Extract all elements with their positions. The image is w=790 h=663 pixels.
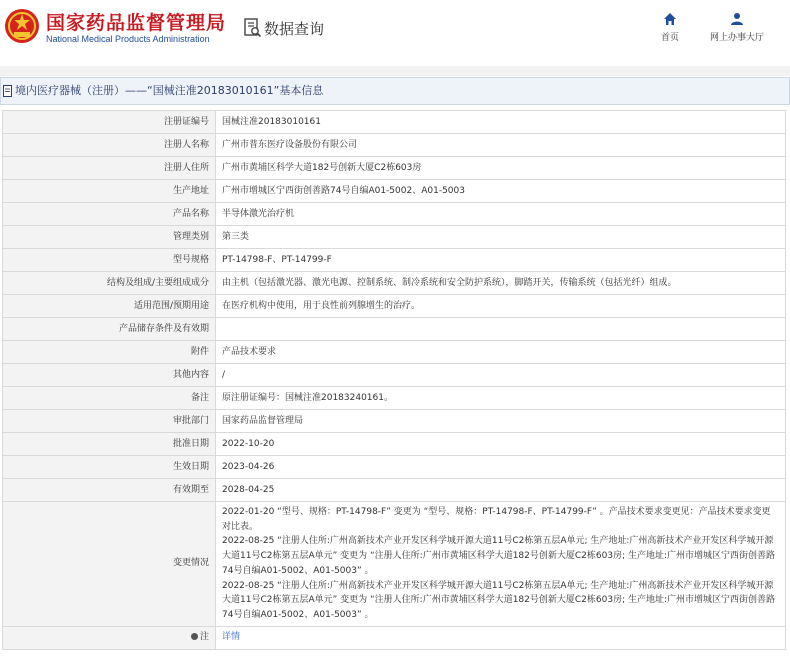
field-value: 广州市增城区宁西街创善路74号自编A01-5002、A01-5003 <box>216 180 786 203</box>
field-label: 结构及组成/主要组成成分 <box>3 272 216 295</box>
field-label: 注册证编号 <box>3 111 216 134</box>
nav-home-label: 首页 <box>660 33 679 43</box>
field-value: 由主机（包括激光器、激光电源、控制系统、制冷系统和安全防护系统），脚踏开关，传输系统（包括光纤）组成。 <box>216 272 786 295</box>
field-label: 产品储存条件及有效期 <box>3 318 216 341</box>
change-entry: 2022-08-25 “注册人住所:广州高新技术产业开发区科学城开源大道11号C2栋第五层A单元; 生产地址:广州高新技术产业开发区科学城开源大道11号C2栋第五层A单元” 变更为 “注册人住所:广州市黄埔区科学大道182号创新大厦C2栋603房; 生产地址:广州市增城区宁西街创善路74号自编A01-5002、A01-5003” 。 <box>222 536 775 576</box>
field-label: 适用范围/预期用途 <box>3 295 216 318</box>
details-link[interactable]: 详情 <box>222 632 241 643</box>
field-label: 生效日期 <box>3 456 216 479</box>
home-icon <box>663 12 677 26</box>
field-label: 管理类别 <box>3 226 216 249</box>
note-label-cell <box>3 626 216 649</box>
note-label: 注 <box>199 632 209 643</box>
document-icon <box>3 85 13 97</box>
table-row <box>3 341 786 364</box>
field-value: 第三类 <box>216 226 786 249</box>
field-value: / <box>216 364 786 387</box>
table-row <box>3 272 786 295</box>
field-label: 其他内容 <box>3 364 216 387</box>
field-label: 型号规格 <box>3 249 216 272</box>
user-icon <box>730 12 744 26</box>
note-value <box>216 626 786 649</box>
table-row <box>3 111 786 134</box>
table-row <box>3 157 786 180</box>
field-value: 国家药品监督管理局 <box>216 410 786 433</box>
table-row <box>3 226 786 249</box>
table-row <box>3 134 786 157</box>
field-label: 产品名称 <box>3 203 216 226</box>
table-row <box>3 203 786 226</box>
nav-online-service-hall[interactable] <box>702 12 772 43</box>
field-value: 广州市普东医疗设备股份有限公司 <box>216 134 786 157</box>
field-label: 批准日期 <box>3 433 216 456</box>
field-value: 2023-04-26 <box>216 456 786 479</box>
field-value: PT-14798-F、PT-14799-F <box>216 249 786 272</box>
header-divider <box>0 66 790 76</box>
field-label: 附件 <box>3 341 216 364</box>
table-row <box>3 249 786 272</box>
field-value: 半导体激光治疗机 <box>216 203 786 226</box>
pin-icon <box>191 633 198 640</box>
table-row <box>3 433 786 456</box>
table-row <box>3 295 786 318</box>
field-label: 生产地址 <box>3 180 216 203</box>
table-row <box>3 364 786 387</box>
table-row <box>3 387 786 410</box>
change-history-label: 变更情况 <box>3 502 216 627</box>
field-label: 审批部门 <box>3 410 216 433</box>
nav-home[interactable] <box>656 12 684 43</box>
change-history-row <box>3 502 786 627</box>
site-title-english: National Medical Products Administration <box>46 34 210 44</box>
field-label: 备注 <box>3 387 216 410</box>
change-entry: 2022-08-25 “注册人住所:广州高新技术产业开发区科学城开源大道11号C2栋第五层A单元; 生产地址:广州高新技术产业开发区科学城开源大道11号C2栋第五层A单元” 变更为 “注册人住所:广州市黄埔区科学大道182号创新大厦C2栋603房; 生产地址:广州市增城区宁西街创善路74号自编A01-5002、A01-5003” 。 <box>222 580 775 620</box>
table-row <box>3 318 786 341</box>
breadcrumb <box>0 77 790 105</box>
site-title: 国家药品监督管理局 <box>46 12 227 34</box>
field-value: 在医疗机构中使用，用于良性前列腺增生的治疗。 <box>216 295 786 318</box>
table-row <box>3 456 786 479</box>
change-entry: 2022-01-20 “型号、规格：PT-14798-F” 变更为 “型号、规格：PT-14798-F、PT-14799-F” 。产品技术要求变更见：产品技术要求变更对比表。 <box>222 507 771 532</box>
table-row <box>3 479 786 502</box>
data-query-label: 数据查询 <box>264 20 325 38</box>
field-value <box>216 318 786 341</box>
data-query-icon <box>244 18 262 38</box>
field-value: 原注册证编号：国械注准20183240161。 <box>216 387 786 410</box>
nav-online-service-label: 网上办事大厅 <box>709 33 764 43</box>
field-value: 广州市黄埔区科学大道182号创新大厦C2栋603房 <box>216 157 786 180</box>
table-row <box>3 180 786 203</box>
field-value: 产品技术要求 <box>216 341 786 364</box>
site-header <box>0 0 790 60</box>
field-label: 有效期至 <box>3 479 216 502</box>
national-emblem-icon <box>4 8 40 44</box>
table-row <box>3 410 786 433</box>
field-value: 2028-04-25 <box>216 479 786 502</box>
breadcrumb-text: 境内医疗器械（注册）——“国械注准20183010161”基本信息 <box>15 84 324 97</box>
device-info-table <box>2 110 786 650</box>
field-value: 2022-10-20 <box>216 433 786 456</box>
field-label: 注册人名称 <box>3 134 216 157</box>
field-value: 国械注准20183010161 <box>216 111 786 134</box>
note-row <box>3 626 786 649</box>
field-label: 注册人住所 <box>3 157 216 180</box>
change-history-value <box>216 502 786 627</box>
